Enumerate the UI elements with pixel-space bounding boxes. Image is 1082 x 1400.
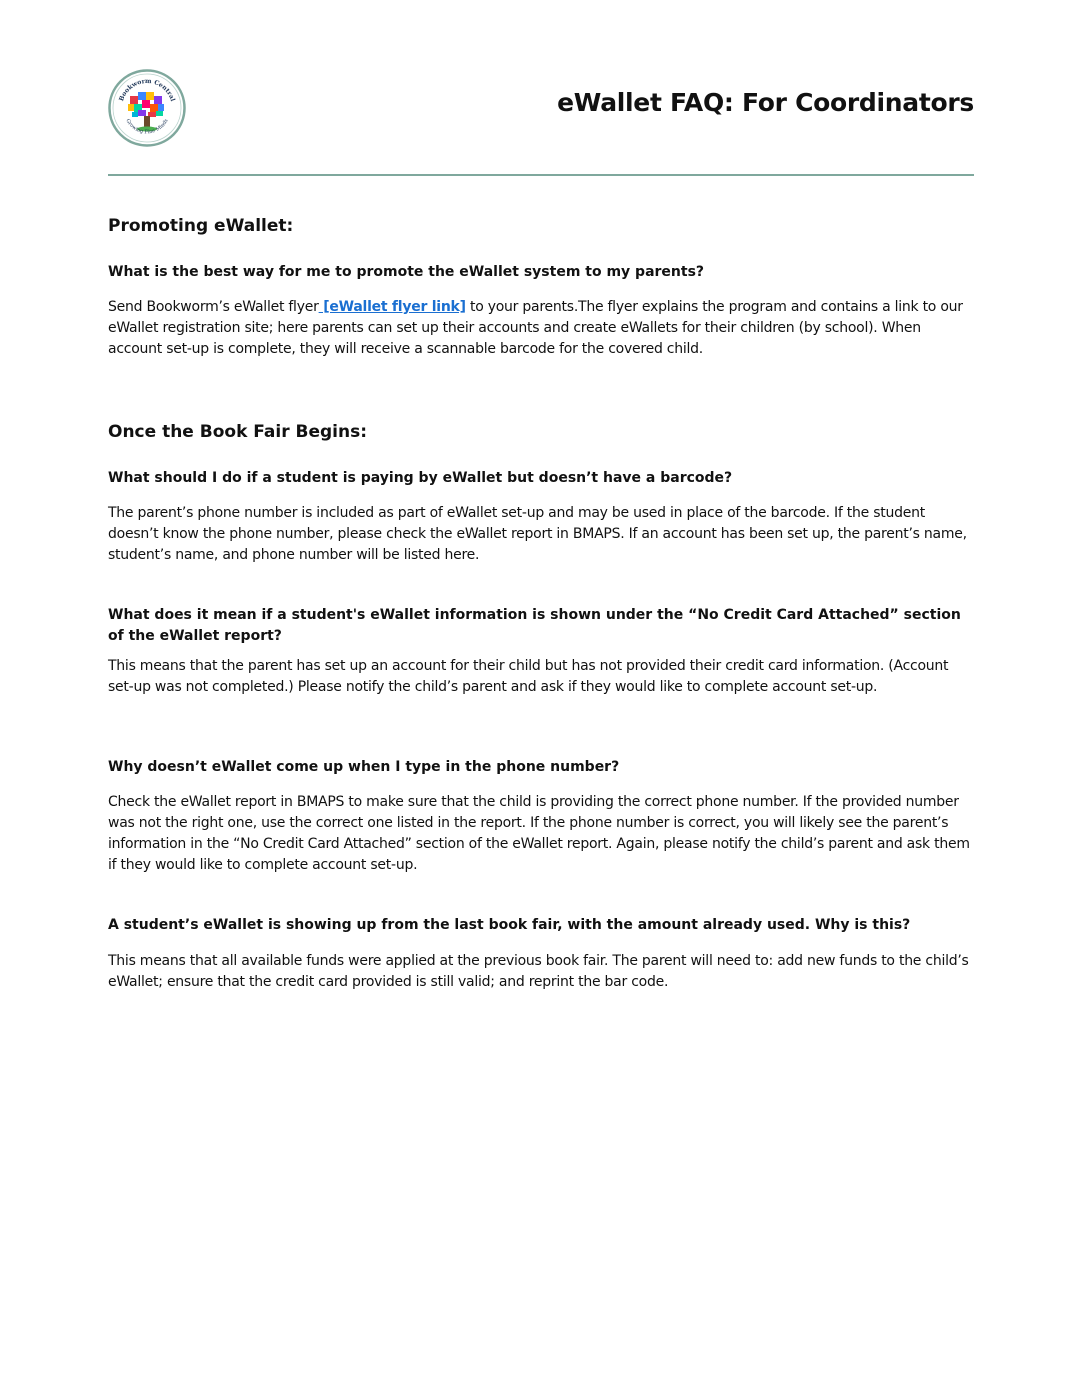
answer-text: Send Bookworm’s eWallet flyer (108, 299, 319, 315)
faq-question: What should I do if a student is paying by eWallet but doesn’t have a barcode? (108, 470, 733, 486)
bookworm-central-logo (108, 69, 186, 147)
faq-answer: This means that all available funds were applied at the previous book fair. The parent will need to: add new funds to the child’s eWallet; ensure that the credit card provided is still valid; and reprint the bar code. (108, 953, 969, 990)
faq-question: Why doesn’t eWallet come up when I type in the phone number? (108, 759, 620, 775)
ewallet-flyer-link[interactable]: [eWallet flyer link] (318, 299, 466, 315)
section-heading-book-fair: Once the Book Fair Begins: (108, 422, 368, 442)
tree-logo-icon (108, 69, 186, 147)
faq-answer: This means that the parent has set up an account for their child but has not provided their credit card information. (Account set-up was not completed.) Please notify the child’s parent and ask if they would like to complete account set-up. (108, 658, 949, 695)
page-title: eWallet FAQ: For Coordinators (557, 88, 974, 117)
faq-answer: The parent’s phone number is included as part of eWallet set-up and may be used in place of the barcode. If the student doesn’t know the phone number, please check the eWallet report in BMAPS. If an account has been set up, the parent’s name, student’s name, and phone number will be listed here. (108, 505, 967, 563)
faq-question: A student’s eWallet is showing up from the last book fair, with the amount already used. Why is this? (108, 917, 911, 933)
answer-text: to your parents.The flyer explains the program and contains a link to our eWallet registration site; here parents can set up their accounts and create eWallets for their children (by school). When account set-up is complete, they will receive a scannable barcode for the covered child. (108, 299, 963, 357)
faq-answer: Check the eWallet report in BMAPS to make sure that the child is providing the correct phone number. If the provided number was not the right one, use the correct one listed in the report. If the phone number is correct, you will likely see the parent’s information in the “No Credit Card Attached” section of the eWallet report. Again, please notify the child’s parent and ask them if they would like to complete account set-up. (108, 794, 970, 873)
header-divider (108, 174, 974, 176)
faq-question: What does it mean if a student's eWallet information is shown under the “No Credit Card Attached” section of the eWallet report? (108, 607, 961, 644)
svg-text:Bookworm Central: Bookworm Central (118, 77, 176, 103)
section-heading-promoting: Promoting eWallet: (108, 216, 294, 236)
svg-text:Growing Fine Minds: Growing Fine Minds (124, 118, 170, 136)
faq-question: What is the best way for me to promote the eWallet system to my parents? (108, 264, 705, 280)
faq-answer (108, 297, 974, 360)
